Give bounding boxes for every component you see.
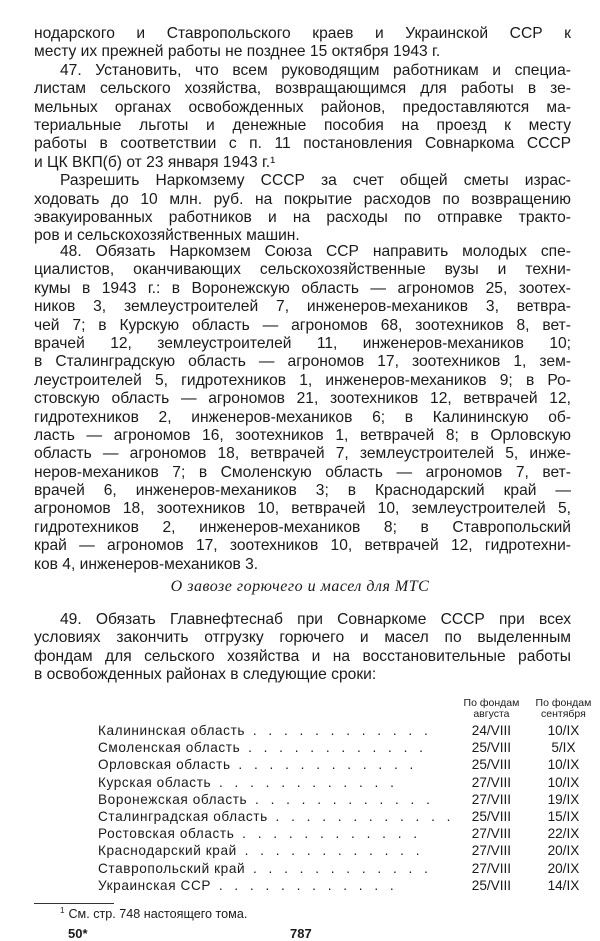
text-line: в освобожденных районах в следующие сроки: — [34, 666, 377, 684]
august-date: 25/VIII — [471, 877, 512, 893]
text-line: в Сталинградскую область — агрономов 17, зоотехников 1, зем- — [34, 353, 571, 371]
august-header: По фондам августа — [463, 697, 520, 720]
region-name: Курская область . . . . . . . . . . . . — [98, 774, 398, 790]
region-name: Ростовская область . . . . . . . . . . . . — [98, 826, 422, 842]
text-line: ников 3, землеустроителей 7, инженеров-механиков 3, ветвра- — [34, 298, 571, 316]
region-name: Ставропольский край . . . . . . . . . . . . — [98, 860, 432, 876]
text-line: леустроителей 5, гидротехников 1, инженеров-механиков 9; в Ро- — [34, 371, 571, 389]
september-date: 14/IX — [547, 877, 580, 893]
september-date: 5/IX — [551, 740, 576, 756]
table-row — [98, 877, 598, 894]
text-line: ков 4, инженеров-механиков 3. — [34, 555, 259, 573]
august-date: 27/VIII — [471, 843, 512, 859]
table-row — [98, 825, 598, 842]
text-line: условиях закончить отгрузку горючего и масел по выделенным — [34, 629, 571, 647]
text-line: и ЦК ВКП(б) от 23 января 1943 г.¹ — [34, 153, 276, 171]
text-line: врачей 12, землеустроителей 11, инженеров-механиков 10; — [34, 334, 571, 352]
schedule-table — [98, 692, 598, 894]
section-heading: О завозе горючего и масел для МТС — [170, 578, 430, 595]
text-line: нодарского и Ставропольского краев и Украинской ССР к — [34, 25, 571, 42]
table-row — [98, 860, 598, 877]
region-name: Краснодарский край . . . . . . . . . . . . — [98, 843, 424, 859]
region-name: Смоленская область . . . . . . . . . . . . — [98, 740, 427, 756]
text-line: фондам для сельского хозяйства и на восстановительные работы — [34, 647, 571, 665]
text-line: гидротехников 2, инженеров-механиков 6; в Калининскую об- — [34, 408, 571, 426]
text-line: эвакуированных работников и на расходы по отправке тракто- — [34, 208, 571, 226]
text-line: 49. Обязать Главнефтеснаб при Совнаркоме СССР при всех — [60, 611, 571, 628]
region-header — [98, 692, 454, 722]
text-line: Разрешить Наркомзему СССР за счет общей сметы израс- — [60, 172, 571, 190]
text-line: ходовать до 10 млн. руб. на покрытие расходов по возвращению — [34, 190, 571, 208]
september-date: 20/IX — [547, 860, 580, 876]
august-date: 27/VIII — [471, 826, 512, 842]
august-date: 27/VIII — [471, 860, 512, 876]
signature-mark: 50* — [68, 926, 88, 941]
table-row — [98, 722, 598, 739]
region-name: Украинская ССР . . . . . . . . . . . . — [98, 877, 398, 893]
text-line: циалистов, оканчивающих сельскохозяйственные вузы и техни- — [34, 261, 571, 279]
text-line: гидротехников 2, инженеров-механиков 8; в Ставропольский — [34, 518, 571, 536]
table-row — [98, 756, 598, 773]
region-name: Калининская область . . . . . . . . . . . . — [98, 723, 432, 738]
footnote-divider — [34, 903, 114, 904]
text-line: месту их прежней работы не позднее 15 октября 1943 г. — [34, 43, 441, 61]
table-row — [98, 808, 598, 825]
text-line: териальные льготы и денежные пособия на проезд к месту — [34, 116, 571, 134]
page-number: 787 — [290, 926, 312, 941]
september-date: 15/IX — [547, 809, 580, 825]
august-date: 24/VIII — [471, 723, 512, 738]
paragraph-49 — [34, 611, 571, 685]
text-line: ласть — агрономов 16, зоотехников 1, ветврачей 8; в Орловскую — [34, 426, 571, 444]
text-line: неров-механиков 7; в Смоленскую область — агрономов 7, вет- — [34, 463, 571, 481]
text-line: врачей 6, инженеров-механиков 3; в Краснодарский край — — [34, 482, 571, 500]
table-row — [98, 739, 598, 756]
text-line: стовскую область — агрономов 21, зоотехников 12, ветврачей 12, — [34, 390, 571, 408]
september-date: 22/IX — [547, 826, 580, 842]
september-date: 10/IX — [547, 723, 580, 738]
paragraphs-46-47 — [34, 25, 571, 246]
august-date: 27/VIII — [471, 791, 512, 807]
august-date: 27/VIII — [471, 774, 512, 790]
text-line: листам сельского хозяйства, возвращающимся для работы в зе- — [34, 80, 571, 98]
september-header: По фондам сентября — [535, 697, 592, 720]
september-date: 10/IX — [547, 757, 580, 773]
september-date: 10/IX — [547, 774, 580, 790]
table-row — [98, 774, 598, 791]
august-date: 25/VIII — [471, 740, 512, 756]
paragraph-48 — [34, 243, 571, 574]
region-name: Воронежская область . . . . . . . . . . . . — [98, 791, 434, 807]
text-line: чей 7; в Курскую область — агрономов 68, зоотехников 8, вет- — [34, 316, 571, 334]
region-name: Сталинградская область . . . . . . . . . . . . — [98, 809, 455, 825]
text-line: агрономов 18, зоотехников 10, ветврачей 10, землеустроителей 5, — [34, 500, 571, 518]
region-name: Орловская область . . . . . . . . . . . . — [98, 757, 418, 773]
september-date: 20/IX — [547, 843, 580, 859]
text-line: край — агрономов 17, зоотехников 10, ветврачей 12, гидротехни- — [34, 537, 571, 555]
text-line: кумы в 1943 г.: в Воронежскую область — агрономов 25, зоотех- — [34, 279, 571, 297]
text-line: 48. Обязать Наркомзем Союза ССР направить молодых спе- — [60, 243, 571, 260]
footnote: $^1$ См. стр. 748 настоящего тома. — [60, 906, 248, 922]
text-line: 47. Установить, что всем руководящим работникам и специа- — [60, 61, 571, 79]
text-line: ров и сельскохозяйственных машин. — [34, 227, 300, 245]
text-line: работы в соответствии с п. 11 постановления Совнаркома СССР — [34, 135, 571, 153]
text-line: мельных органах освобожденных районов, предоставляются ма- — [34, 98, 571, 116]
august-date: 25/VIII — [471, 809, 512, 825]
text-line: область — агрономов 18, ветврачей 7, землеустроителей 5, инже- — [34, 445, 571, 463]
september-date: 19/IX — [547, 791, 580, 807]
table-row — [98, 842, 598, 859]
august-date: 25/VIII — [471, 757, 512, 773]
table-row — [98, 791, 598, 808]
